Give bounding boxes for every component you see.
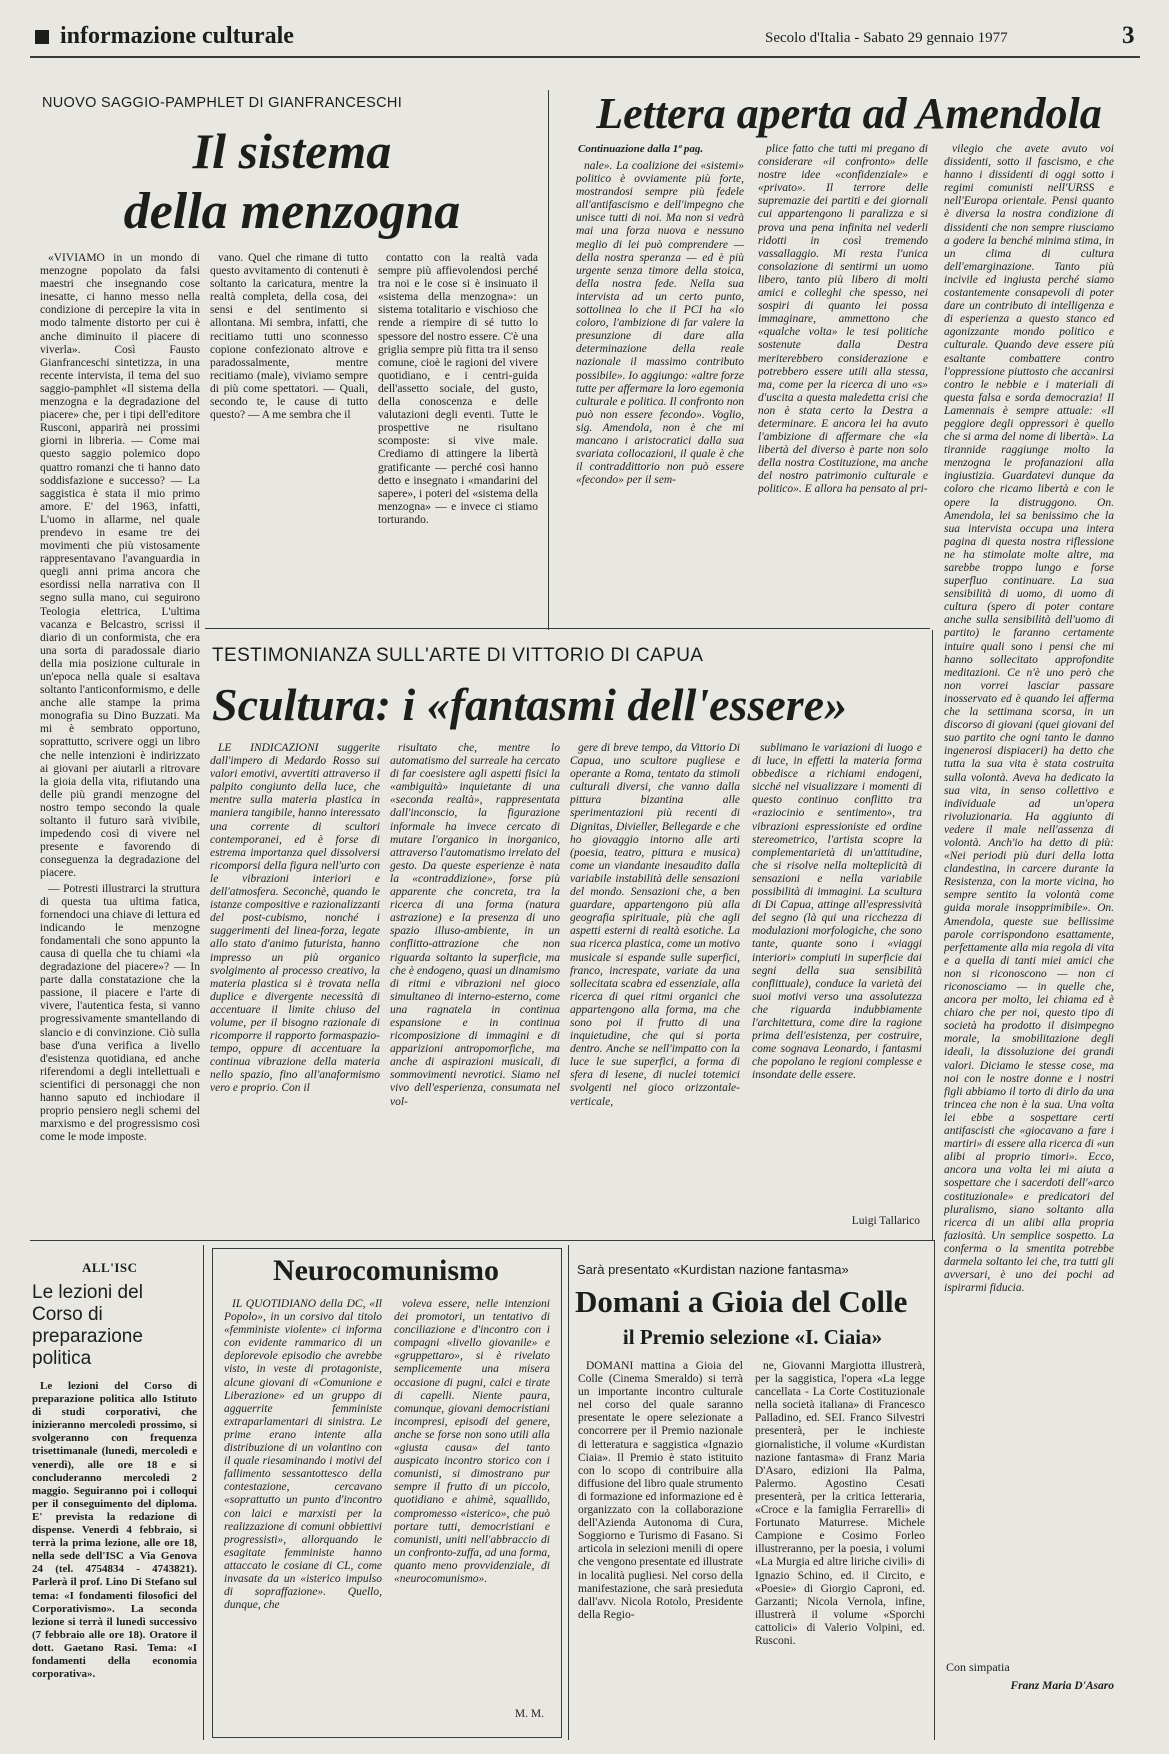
article1-col1b-para: — Potresti illustrarci la struttura di questa tua ultima fatica, fornendoci una chiave di lettura ed indicando le menzogne fondamentali che sono appunto la causa di quella che tu chiami «la degradazione del piacere»? — In parte dalla constatazione che la passione, il piacere e l'arte di vivere, l'autentica festa, si vanno progressivamente smantellando di slancio e di convinzione. Ciò sulla base d'una verifica a livello d'esistenza quotidiana, ed anche riferendomi a degli intellettuali e scientifici di personaggi che non hanno saputo ed inchiodare il proprio pensiero negli schemi del marxismo e del progressismo così come le mode imposte. xyxy=(40,882,200,1144)
article1-col2-para: vano. Quel che rimane di tutto questo avvitamento di contenuti è soltanto la caricatura, mentre la realtà completa, della cosa, dei sensi e del sentimento si allontana. Mi sembra, infatti, che recitiamo tutti uno sconnesso copione confezionato altrove e paradossalmente, mentre recitiamo (male), viviamo sempre di più come spettatori. — Quali, secondo te, le cause di tutto questo? — A me sembra che il xyxy=(210,252,368,422)
article4-kicker: ALL'ISC xyxy=(82,1260,138,1275)
article2-signature: Franz Maria D'Asaro xyxy=(1010,1680,1114,1692)
article3-col3-para: gere di breve tempo, da Vittorio Di Capua, uno scultore pugliese e operante a Roma, tentato da stimoli culturali diversi, che vanno dalla pittura bizantina alle sperimentazioni più recenti di Dignitas, Divieller, Bellegarde e che ho giovaggio intorno alle arti (poesia, teatro, pittura e musica) come un viandante inesaudito dalla variabile instabilità delle sensazioni del mondo. Sensazioni che, a ben guardare, appartengono più alla geografia spirituale, più che agli aspetti esterni di realtà esotiche. La sua ricerca plastica, come un motivo musicale si espande sulle superfici, franco, increspate, variate da una sollecitata scabra ed essenziale, alla ricerca di quei ritmi organici che appartengono alla forma, ma che sono poi il frutto di una inquietudine, che qui si porta dentro. Anche se nell'impatto con la luce le sue superfici, a forma di sfera di lesene, di nuclei totemici svolgenti nel gioco orizzontale-verticale, xyxy=(570,742,740,1108)
article3-col2-para: risultato che, mentre lo automatismo del surreale ha cercato di far coesistere agli aspetti fisici la «ambiguità» inquietante di una «seconda realtà», rappresentata dall'inconscio, la figurazione informale ha invece cercato di mutare l'organico in inorganico, attraverso l'automatismo irrelato del gesto. Da queste esperienze è nata la «contraddizione», forse più apparente che concreta, tra la ricerca di una forma (natura astrazione) e la presenza di uno spazio illuso-ambiente, in un conflitto-attrazione che non riguarda soltanto la superficie, ma che è endogeno, quasi un dinamismo di ritmi e vibrazioni nel gioco simultaneo di interno-esterno, come una ragnatela in continua espansione e in continua ricomposizione di immagini e di apparizioni antropomorfiche, ma anche di aspirazioni musicali, di sommovimenti nevrotici. Siamo nel vivo dell'esperienza, consumata nel vol- xyxy=(390,742,560,1108)
article3-column-2 xyxy=(390,742,560,1232)
article2-column-1 xyxy=(576,160,744,622)
article2-col3-para: vilegio che avete avuto voi dissidenti, sotto il fascismo, e che hanno i dissidenti di oggi sotto i regimi comunisti nell'URSS e nell'Europa orientale. Pensi quanto è diversa la nostra condizione di dissidenti che non sempre riusciamo a godere la benché minima stima, in un clima di cultura dell'emarginazione. Tanto più incivile ed ingiusta perché siamo costantemente consapevoli di poter dare un contributo di intelligenza e di esperienza a questo stanco ed agonizzante mondo politico e culturale. Quando deve essere più esaltante combattere contro l'oppressione piuttosto che accanirsi contro le nebbie e i materiali di questa falsa e sorda democrazia! Il Lamennais è sempre attuale: «Il peggiore degli oppressori è quello che si arma del nome di libertà». La tirannide raggiunge molto la menzogna le profanazioni alla ingiustizia. Guardatevi dunque da coloro che ricamo libertà e con le opere la distruggono. On. Amendola, lei sa benissimo che la sua intervista occupa una intera pagina di questa nostra riflessione ne ha stimolate molte altre, ma sarebbe troppo lungo e forse superfluo continuare. La sua sensibilità di uomo, di uomo di cultura (spero di poter contare anche sulla sensibilità dell'uomo di partito) le faranno certamente intuire quali sono i pensi che mi hanno sollecitato approfondite meditazioni. Ce n'è uno però che non vorrei lasciar passare inosservato ed è quando lei afferma che la settimana scorsa, in un discorso di giovani (quei giovani del suo partito che ogni tanto le danno ingenerosi dispiaceri) ha detto che tutta la sua vita è stata costruita sulla volontà. Aveva ha dedicato la sua vita, in senso collettivo e individuale ad un'opera rivoluzionaria. Ha aggiunto di vedere il male nell'assenza di volontà. Anch'io ha detto di più: «Nei periodi più duri della lotta clandestina, in carcere durante la Resistenza, con la morte vicina, ho sempre sentito la volontà come guida morale insopprimibile». On. Amendola, queste sue bellissime parole corrispondono esattamente, perfettamente alla mia regola di vita e a quella di tanti miei amici che non si riconoscono — non ci riconosciamo — in quelle che, ancora per molto, lei chiama ed è chiaro che per noi, questo tipo di società ha prodotto il disimpegno morale, la smobilitazione degli ideali, la dissoluzione dei grandi valori. Diciamo le stesse cose, ma noi con le nostre donne e i nostri figli abbiamo il torto di dirlo da una trincea che non è la sua. Una volta lei ebbe a sospettare certi antifascisti che «giocavano a fare i martiri» di essere alla ricerca di «un alibi al proprio timori». Ecco, ancora una volta lei mi aiuta a sospettare che i sacerdoti dell'«arco costituzionale» e predicatori del pluralismo, siano soltanto alla ricerca di un alibi alla propria faziosità. Un semplice sospetto. La conferma o la smentita potrebbe darmela soltanto lei che, tra tutti gli avversari, è uno dei pochi ad ispirarmi fiducia. xyxy=(944,143,1114,1295)
masthead-rule xyxy=(30,56,1140,58)
article1-divider xyxy=(548,90,549,630)
article3-col1-para: LE INDICAZIONI suggerite dall'impero di Medardo Rosso sui valori emotivi, avvertiti attraverso il palpito congiunto della luce, che mentre sulla materia plastica in maniera tangibile, hanno interessato una corrente di scultori contemporanei, ed è forse di estrema importanza quel dissolversi ricomporsi della figura nell'urto con le vibrazioni interiori e dell'atmosfera. Seconchè, quando le istanze compositive e razionalizzanti del post-cubismo, nonché i suggerimenti del linea-forza, legate allo stato d'animo futurista, hanno impresso un più organico svolgimento al processo creativo, la materia plastica si è trovata nella duplice e divergente necessità di accentuare il limite chiuso del volume, per il bisogno razionale di ricomporre il rapporto formaspazio-tempo, oppure di accentuare la continua vibrazione della materia nello spazio, fino all'anaformismo vero e proprio. Con il xyxy=(210,742,380,1095)
article2-continued-note: Continuazione dalla 1ª pag. xyxy=(578,143,704,155)
article3-column-3 xyxy=(570,742,740,1232)
article4-title: Le lezioni del Corso di preparazione politica xyxy=(32,1282,143,1369)
article4-body-para: Le lezioni del Corso di preparazione politica allo Istituto di studi corporativi, che inizieranno mercoledì prossimo, si svolgeranno con frequenza trisettimanale (lunedì, mercoledì e venerdì), alle ore 18 e si concluderanno mercoledì 2 maggio. Seguiranno poi i colloqui per il conseguimento del diploma. E' prevista la redazione di dispense. Venerdì 4 febbraio, si terrà la prima lezione, alle ore 18, nella sede dell'ISC a Via Genova 24 (tel. 4754834 - 4743821). Parlerà il prof. Lino Di Stefano sul tema: «I fondamenti filosofici del Corporativismo». La seconda lezione si terrà il lunedì successivo (7 febbraio alle ore 18). Oratore il dott. Gaetano Rasi. Tema: «I fondamenti della economia corporativa». xyxy=(32,1380,197,1681)
article1-column-2 xyxy=(210,252,368,620)
article5-col1-para: IL QUOTIDIANO della DC, «Il Popolo», in un corsivo dal titolo «femministe violente» ci informa con evidente rammarico di un deplorevole episodio che avrebbe visto, in veste di protagoniste, alcune giovani di «Comunione e Liberazione» ed un gruppo di agguerrite femministe extraparlamentari di sinistra. Le prime erano intente alla distribuzione di un volantino con il quale riesaminando i motivi del fallimento sessantottesco della contestazione, cercavano «soprattutto un punto d'incontro con laici e marxisti per la realizzazione di comuni obbiettivi progressisti», allorquando le esagitate femministe hanno attaccato le cosiane di CL, come invasate da un «isterico impulso di sopraffazione». Quello, dunque, che xyxy=(224,1298,382,1612)
article6-col2-para: ne, Giovanni Margiotta illustrerà, per la saggistica, l'opera «La legge cancellata - La Corte Costituzionale nella società italiana» di Francesco Palladino, ed. SEI. Franco Silvestri presenterà, per le inchieste giornalistiche, il volume «Kurdistan nazione fantasma» di Franz Maria D'Asaro, edizioni Ila Palma, Palermo. Agostino Cesati presenterà, per la critica letteraria, «Croce e la famiglia Ferrarelli» di Fortunato Maturrese. Michele Campione e Cosimo Forleo illustreranno, per la poesia, i volumi «La Murgia ed altre liriche civili» di Ignazio Schino, ed. il Circito, e «Poesie» di Giorgio Caproni, ed. Garzanti; Nicola Vernola, infine, illustrerà il volume «Sporchi cattolici» di Valerio Volpini, ed. Rusconi. xyxy=(755,1360,925,1647)
article6-column-1 xyxy=(578,1360,743,1740)
paper-dateline: Secolo d'Italia - Sabato 29 gennaio 1977 xyxy=(765,30,1008,46)
article3-kicker: TESTIMONIANZA SULL'ARTE DI VITTORIO DI CAPUA xyxy=(212,645,704,666)
article2-title: Lettera aperta ad Amendola xyxy=(596,89,1102,138)
article4-column xyxy=(32,1380,197,1735)
article5-column-2 xyxy=(394,1298,550,1698)
lower-divider-2 xyxy=(568,1245,569,1740)
article1-col1-para: «VIVIAMO in un mondo di menzogne popolato da falsi maestri che insegnando cose inesatte, ci hanno messo nella condizione di percepire la vita in modo talmente distorto per cui è anche diminuito il piacere di viverla». Così Fausto Gianfranceschi sintetizza, in una recente intervista, il tema del suo saggio-pamphlet «Il sistema della menzogna e la degradazione del piacere» che, per i tipi dell'editore Rusconi, apparirà nei prossimi giorni in libreria. — Come mai questo saggio polemico dopo quattro romanzi che ti hanno dato soddisfazione e successo? — La saggistica è stata il mio primo amore. E' del 1963, infatti, L'uomo in allarme, nel quale prendevo in esame tre dei movimenti che più vistosamente rappresentavano l'avanguardia in quegli anni prima ancora che esordissi nella narrativa con Il segno sulla mano, cui seguirono Teologia elettrica, L'ultima vacanza e Belcastro, scrissi il diario di un conformista, che era una sorta di paradossale diario della mia posizione culturale in un'epoca nella quale si esaltava soltanto l'anticonformismo, e delle anche alle stampe la prima monografia su Dino Buzzati. Ma mi è sembrato opportuno, soprattutto, scrivere oggi un libro che nelle intenzioni è indirizzato ai giovani per aiutarli a ritrovare la gioia della vita, rifiutando una delle più grandi menzogne del nostro tempo secondo la quale soltanto il futuro sarà vivibile, impedendo così di vivere nel presente e favorendo di conseguenza la degradazione del piacere. xyxy=(40,252,200,880)
article2-column-3 xyxy=(944,143,1114,1648)
article3-col4-para: sublimano le variazioni di luogo e di luce, in effetti la materia forma obbedisce a richiami endogeni, sicché nel visualizzare i momenti di questo continuo conflitto tra «raziocinio e sentimento», tra vibrazioni espressioniste ed ordine stereometrico, l'artista scopre la complementarietà di un'attitudine, che si risolve nella molteplicità di sensazioni e nella variabile possibilità di immagini. La scultura di Di Capua, attinge all'espressività del segno (là qui una ricchezza di modulazioni morfologiche, che sono tante, quante sono i «viaggi interiori» compiuti in superficie dai segni della sua sensibilità conflittuale), conduce la varietà dei suoi motivi verso una assolutezza che riguarda indubbiamente l'architettura, come dire la ragione prima dell'esistenza, per costruire, come sognava Leonardo, i fantasmi che popolano le regioni complesse e insondate delle essere. xyxy=(752,742,922,1082)
lower-divider-1 xyxy=(203,1245,204,1740)
article1-title-line2: della menzogna xyxy=(123,183,461,240)
article3-title: Scultura: i «fantasmi dell'essere» xyxy=(212,679,848,730)
article3-column-4 xyxy=(752,742,922,1212)
article3-signature: Luigi Tallarico xyxy=(851,1215,920,1227)
article1-column-1 xyxy=(40,252,200,1162)
article3-right-divider xyxy=(932,630,933,1240)
masthead-bar xyxy=(30,22,1140,52)
article6-col1-para: DOMANI mattina a Gioia del Colle (Cinema Smeraldo) si terrà un importante incontro culturale nel corso del quale saranno presentate le opere selezionate a concorrere per il Premio nazionale di letteratura e saggistica «Ignazio Ciaia». Il Premio è stato istituito con lo scopo di contribuire alla diffusione del libro quale strumento di formazione ed informazione ed è organizzato con la collaborazione dell'Azienda Autonoma di Cura, Soggiorno e Turismo di Fasano. Si articola in selezioni menili di opere che vengono presentate ed illustrate in località pugliesi. Nel corso della manifestazione, che sarà presieduta dall'avv. Nicola Rotolo, Presidente della Regio- xyxy=(578,1360,743,1621)
article3-column-1 xyxy=(210,742,380,1232)
section-title: informazione culturale xyxy=(60,23,294,49)
article5-col2-para: voleva essere, nelle intenzioni dei promotori, un tentativo di conciliazione e d'incontro con i compagni «livello giovanile» e «gruppettaro», si è rivelato semplicemente una misera occasione di pugni, calci e tirate di capelli. Niente paura, comunque, giovani democristiani incompresi, episodi del genere, anche se forse non sono utili alla «giusta causa» del tanto auspicato incontro storico con i comunisti, si dimostrano pur sempre il frutto di un piccolo, quotidiano e ahimè, squallido, compromesso «isterico», che può portare tutti, democristiani e comunisti, uniti nell'abbraccio di un confronto-zuffa, ad una forma, quanto meno provvidenziale, di «neurocomunismo». xyxy=(394,1298,550,1585)
right-column-divider xyxy=(934,1240,935,1740)
section-bullet-icon xyxy=(35,30,49,44)
article6-column-2 xyxy=(755,1360,925,1740)
article1-kicker: NUOVO SAGGIO-PAMPHLET DI GIANFRANCESCHI xyxy=(42,95,403,111)
article5-title: Neurocomunismo xyxy=(272,1254,500,1287)
article2-col1-para: nale». La coalizione dei «sistemi» politico è ovviamente più forte, mostrandosi sempre più fedele all'antifascismo e dell'impegno che unisce tutti di noi. Ma non si vedrà mai una forza nuova e nessuno meglio di lei può comprendere — della nostra speranza — ed è più urgente senza timore della stoica, della nostra fede. Nella sua intervista ad un certo punto, sottolinea lo che il PCI ha «lo coloro, l'ambizione di far valere la presunzione di dare alla determinazione della reale nazionale il massimo contributo possibile». Io aggiungo: «altre forze tutte per affermare la loro egemonia culturale e politica. Il confronto non può non essere fecondo». Voglio, sig. Amendola, non è che mi mancano i aristocratici dalla sua svariata collocazioni, il quale è che il contraddittorio non può essere «fecondo» per il sem- xyxy=(576,160,744,487)
article6-title: Domani a Gioia del Colle xyxy=(575,1284,908,1319)
upper-band-rule xyxy=(205,628,930,629)
article5-column-1 xyxy=(224,1298,382,1718)
article2-column-2 xyxy=(758,143,928,622)
lower-band-rule xyxy=(30,1240,935,1241)
article6-subtitle: il Premio selezione «I. Ciaia» xyxy=(622,1325,883,1349)
article2-closing: Con simpatia xyxy=(946,1660,1010,1674)
article6-kicker: Sarà presentato «Kurdistan nazione fantasma» xyxy=(577,1262,849,1277)
article1-title-line1: Il sistema xyxy=(192,123,392,179)
article1-col3-para: contatto con la realtà vada sempre più affievolendosi perché tra noi e le cose si è insinuato il «sistema della menzogna»: un sistema totalitario e vischioso che rende a riempire di sé tutto lo spessore del nostro essere. C'è una griglia sempre più fitta tra il senso comune, cioè le ragioni del vivere quotidiano, e i centri-guida dell'assetto sociale, del gusto, della conoscenza e delle valutazioni degli eventi. Tutte le prospettive ne risultano scomposte: si vive male. Crediamo di attingere la libertà gratificante — perché così hanno detto e insegnato i «mandarini del sapere», i poteri del «sistema della menzogna» — e invece ci stiamo torturando. xyxy=(378,252,538,526)
page-number: 3 xyxy=(1122,22,1135,49)
article2-col2-para: plice fatto che tutti mi pregano di considerare «il confronto» delle nostre idee «confidenziale» e «privato». Il terrore delle supremazie dei partiti e dei giornali cui appartengono li paralizza e si prova una pena infinita nel vederli ridotti in così tremendo vassallaggio. Mi resta l'unica consolazione di sentirmi un uomo libero, tanto più libero di molti amici e colleghi che spesso, nei sospiri di quanto lei possa immaginare, ammettono che «qualche volta» le tesi politiche sostenute dalla Destra meriterebbero considerazione e potrebbero essere utili alla stessa, ma, come per la ricerca di uno «s» d'uscita a questa maledetta crisi che non è stata certo la Destra a determinare. E ancora lei ha avuto l'ambizione di affermare che «la libertà del diverso è parte non solo della nostra Costituzione, ma anche del nostro patrimonio culturale e politico». E allora ha pensato al pri- xyxy=(758,143,928,496)
article1-column-3 xyxy=(378,252,538,620)
article5-signature: M. M. xyxy=(514,1708,544,1720)
